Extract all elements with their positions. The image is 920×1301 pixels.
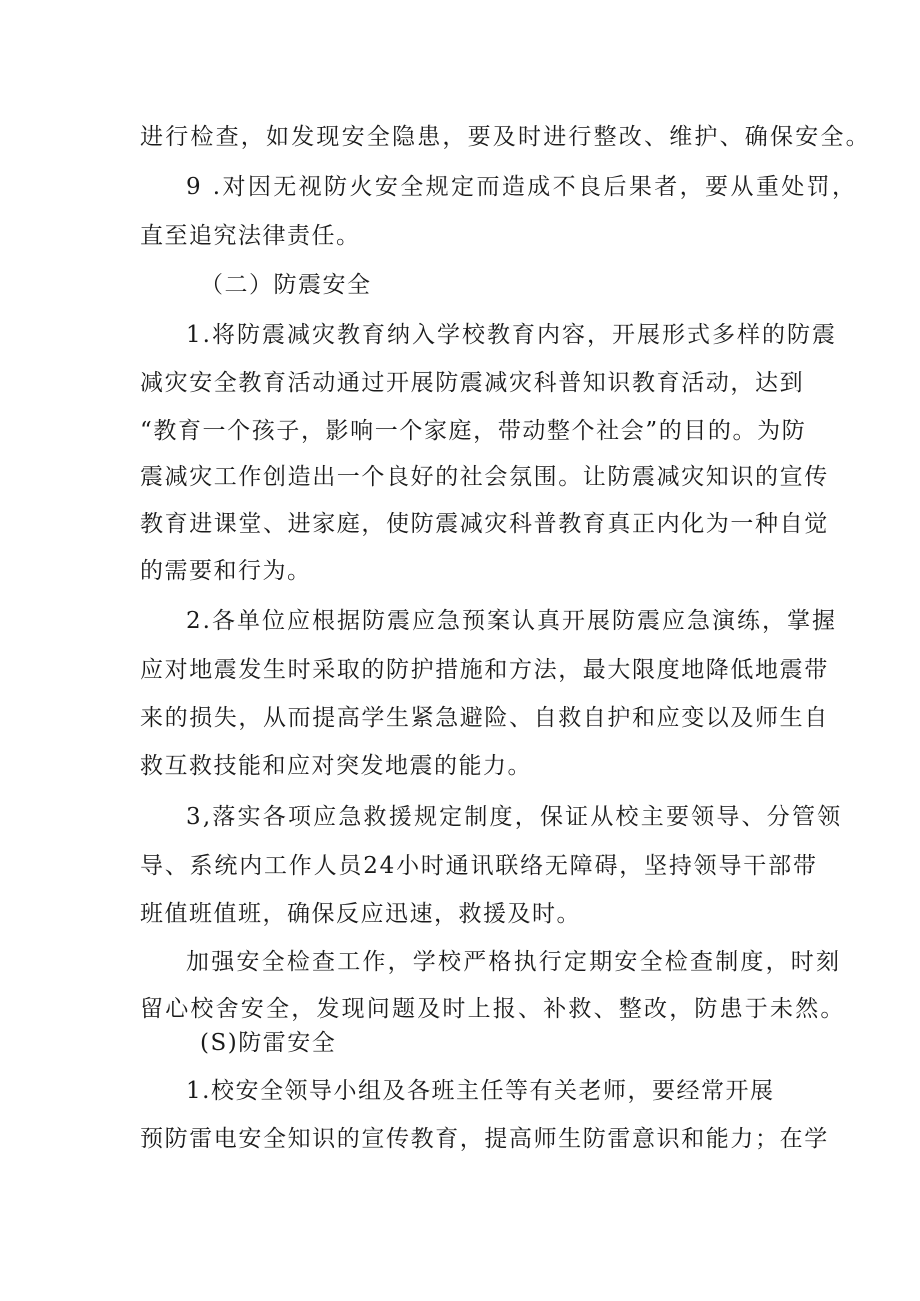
paragraph-line: 救互救技能和应对突发地震的能力。 <box>140 753 532 779</box>
paragraph-line: 2.各单位应根据防震应急预案认真开展防震应急演练，掌握 <box>186 608 837 634</box>
paragraph-line: 班值班值班，确保反应迅速，救援及时。 <box>140 901 581 927</box>
paragraph-line: 1.将防震减灾教育纳入学校教育内容，开展形式多样的防震 <box>186 322 837 348</box>
section-heading: （二）防震安全 <box>200 272 372 298</box>
section-heading: (S)防雷安全 <box>200 1030 337 1056</box>
paragraph-line: 来的损失，从而提高学生紧急避险、自救自护和应变以及师生自 <box>140 705 829 731</box>
paragraph-line: 留心校舍安全，发现问题及时上报、补救、整改，防患于未然。 <box>140 996 846 1022</box>
paragraph-line: 导、系统内工作人员24小时通讯联络无障碍，坚持领导干部带 <box>140 853 818 879</box>
paragraph-line: 3,落实各项应急救援规定制度，保证从校主要领导、分管领 <box>186 804 843 830</box>
paragraph-line: 进行检查，如发现安全隐患，要及时进行整改、维护、确保安全。 <box>140 124 871 150</box>
paragraph-line: 应对地震发生时采取的防护措施和方法，最大限度地降低地震带 <box>140 657 829 683</box>
paragraph-line: 震减灾工作创造出一个良好的社会氛围。让防震减灾知识的宣传 <box>140 464 829 490</box>
paragraph-line: 的需要和行为。 <box>140 558 312 584</box>
paragraph-line: 教育进课堂、进家庭，使防震减灾科普教育真正内化为一种自觉 <box>140 511 829 537</box>
paragraph-line: 加强安全检查工作，学校严格执行定期安全检查制度，时刻 <box>186 949 842 975</box>
paragraph-line: 9 .对因无视防火安全规定而造成不良后果者，要从重处罚， <box>186 174 858 200</box>
paragraph-line: 1.校安全领导小组及各班主任等有关老师，要经常开展 <box>186 1078 775 1104</box>
paragraph-line: 预防雷电安全知识的宣传教育，提高师生防雷意识和能力；在学 <box>140 1126 829 1152</box>
paragraph-line: 直至追究法律责任。 <box>140 223 361 249</box>
paragraph-line: 减灾安全教育活动通过开展防震减灾科普知识教育活动，达到 <box>140 370 805 396</box>
paragraph-line: “教育一个孩子，影响一个家庭，带动整个社会”的目的。为防 <box>140 418 807 444</box>
